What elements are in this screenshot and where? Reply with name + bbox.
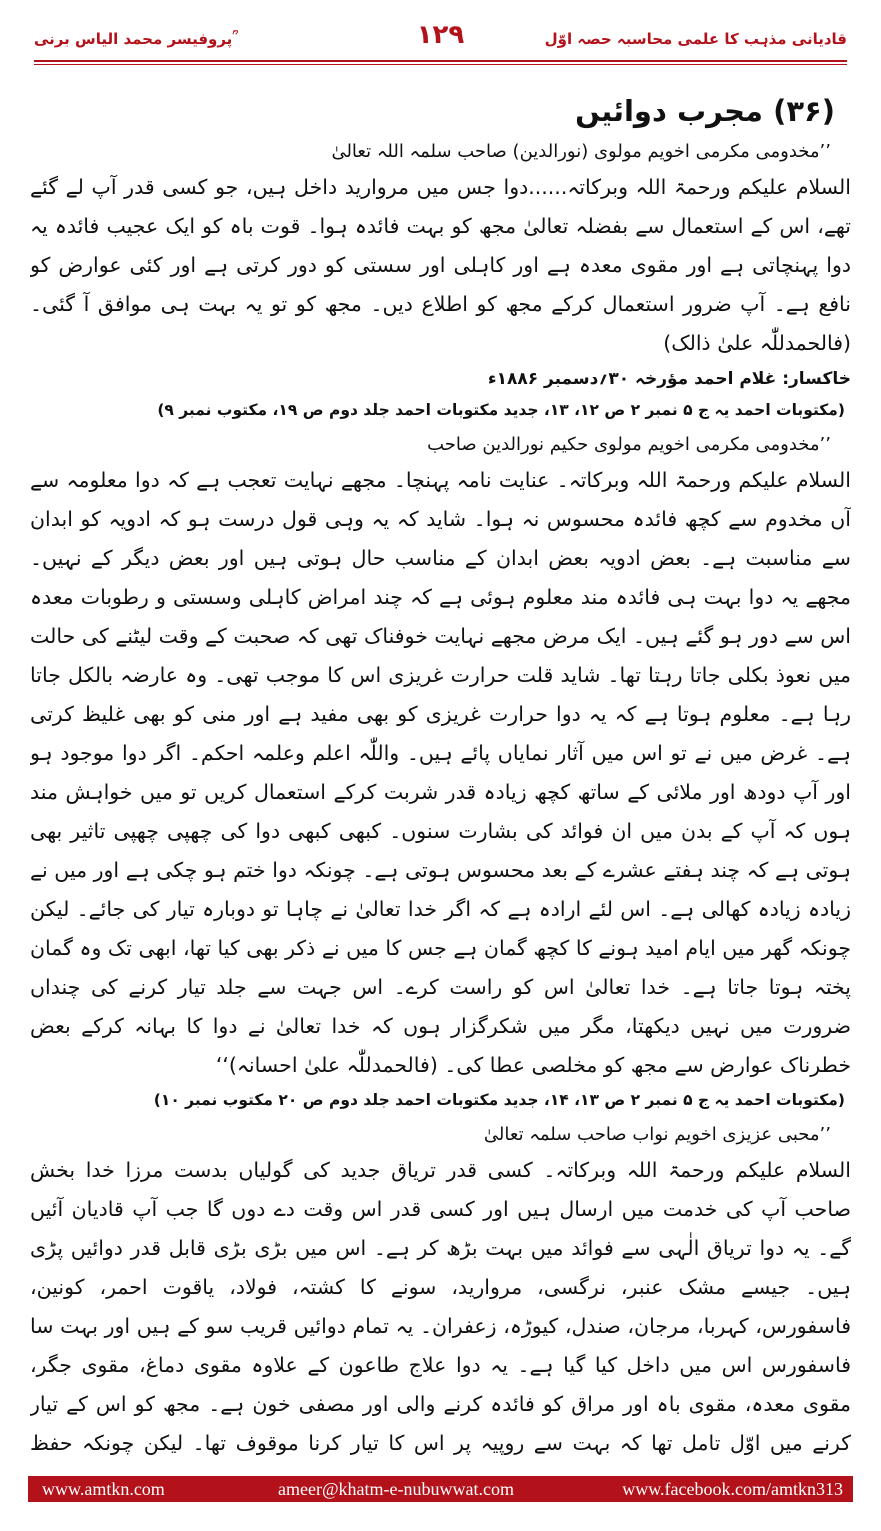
section-title: (۳۶) مجرب دوائیں — [575, 94, 835, 128]
header-book-title: قادیانی مذہب کا علمی محاسبہ حصہ اوّل — [544, 30, 847, 48]
page-footer — [28, 1476, 853, 1502]
letter-2-address: ’’مخدومی مکرمی اخویم مولوی حکیم نورالدین صاحب — [427, 434, 831, 455]
letter-3-body: السلام علیکم ورحمۃ اللہ وبرکاتہ۔ کسی قدر تریاق جدید کی گولیاں بدست مرزا خدا بخش صاحب آپ کی خدمت میں ارسال ہیں اور کسی قدر اس وقت دے دوں گا جب آپ قادیان آئیں گے۔ یہ دوا تریاق الٰہی سے فوائد میں بہت بڑھ کر ہے۔ اس میں بڑی بڑی قابل قدر دوائیں پڑی ہیں۔ جیسے مشک عنبر، نرگسی، مروارید، سونے کا کشتہ، فولاد، یاقوت احمر، کونین، فاسفورس، کہربا، مرجان، صندل، کیوڑہ، زعفران۔ یہ تمام دوائیں قریب سو کے ہیں اور بہت سا فاسفورس اس میں داخل کیا گیا ہے۔ یہ دوا علاج طاعون کے علاوہ مقوی دماغ، مقوی جگر، مقوی معدہ، مقوی باہ اور مراق کو فائدہ کرنے والی اور مصفی خون ہے۔ مجھ کو اس کے تیار کرنے میں اوّل تامل تھا کہ بہت سے روپیہ پر اس کا تیار کرنا موقوف تھا۔ لیکن چونکہ حفظ — [30, 1158, 851, 1455]
header-author: پروفیسر محمد الیاس برنی ؒ — [34, 30, 237, 48]
page-number: ۱۲۹ — [416, 20, 465, 50]
letter-2-body: السلام علیکم ورحمۃ اللہ وبرکاتہ۔ عنایت نامہ پہنچا۔ مجھے نہایت تعجب ہے کہ دوا معلومہ سے آں مخدوم سے کچھ فائدہ محسوس نہ ہوا۔ شاید کہ یہ وہی قول درست ہو کہ ادویہ کو ابدان سے مناسبت ہے۔ بعض ادویہ بعض ابدان کے مناسب حال ہوتی ہیں اور بعض دیگر کے نہیں۔ مجھے یہ دوا بہت ہی فائدہ مند معلوم ہوئی ہے کہ چند امراض کاہلی وسستی و رطوبات معدہ اس سے دور ہو گئے ہیں۔ ایک مرض مجھے نہایت خوفناک تھی کہ صحبت کے وقت لیٹنے کی حالت میں نعوذ بکلی جاتا رہتا تھا۔ شاید قلت حرارت غریزی اس کا موجب تھی۔ وہ عارضہ بالکل جاتا رہا ہے۔ معلوم ہوتا ہے کہ یہ دوا حرارت غریزی کو بھی مفید ہے اور منی کو بھی غلیظ کرتی ہے۔ غرض میں نے تو اس میں آثار نمایاں پائے ہیں۔ واللّٰہ اعلم وعلمہ احکم۔ اگر دوا موجود ہو اور آپ دودھ اور ملائی کے ساتھ کچھ زیادہ قدر شربت کرکے استعمال کریں تو میں خواہش مند ہوں کہ آپ کے بدن میں ان فوائد کی بشارت سنوں۔ کبھی کبھی دوا کی چھپی چھپی تاثیر بھی ہوتی ہے کہ چند ہفتے عشرے کے بعد محسوس ہوتی ہے۔ چونکہ دوا ختم ہو چکی ہے اور میں نے زیادہ زیادہ کھالی ہے۔ اس لئے ارادہ ہے کہ اگر خدا تعالیٰ نے چاہا تو دوبارہ تیار کی جائے۔ لیکن چونکہ گھر میں ایام امید ہونے کا کچھ گمان ہے جس کا میں نے ذکر بھی کیا تھا، ابھی تک وہ گمان پختہ ہوتا جاتا ہے۔ خدا تعالیٰ اس کو راست کرے۔ اس جہت سے جلد تیار کرنے کی چنداں ضرورت میں نہیں دیکھتا، مگر میں شکرگزار ہوں کہ خدا تعالیٰ نے دوا کا بہانہ کرکے بعض خطرناک عوارض سے مجھ کو مخلصی عطا کی۔ (فالحمدللّٰہ علیٰ احسانہ)‘‘ — [30, 468, 851, 1077]
header-divider — [34, 60, 847, 62]
letter-1-body: السلام علیکم ورحمۃ اللہ وبرکاتہ......دوا جس میں مروارید داخل ہیں، جو کسی قدر آپ لے گئے تھے، اس کے استعمال سے بفضلہ تعالیٰ مجھ کو بہت فائدہ ہوا۔ قوت باہ کو ایک عجیب فائدہ یہ دوا پہنچاتی ہے اور مقوی معدہ ہے اور کاہلی اور سستی کو دور کرتی ہے اور کئی عوارض کو نافع ہے۔ آپ ضرور استعمال کرکے مجھ کو اطلاع دیں۔ مجھ کو تو یہ بہت ہی موافق آ گئی۔ (فالحمدللّٰہ علیٰ ذالک) — [30, 175, 851, 355]
letter-1-signature: خاکسار: غلام احمد مؤرخہ ۳۰؍دسمبر ۱۸۸۶ء — [487, 369, 851, 389]
letter-1-reference: (مکتوبات احمد یہ ج ۵ نمبر ۲ ص ۱۲، ۱۳، جدید مکتوبات احمد جلد دوم ص ۱۹، مکتوب نمبر ۹) — [157, 401, 845, 419]
page-header — [0, 0, 881, 70]
letter-3-address: ’’محبی عزیزی اخویم نواب صاحب سلمہ تعالیٰ — [483, 1124, 831, 1145]
footer-facebook-link[interactable]: www.facebook.com/amtkn313 — [622, 1479, 843, 1499]
footer-website-link[interactable]: www.amtkn.com — [42, 1479, 165, 1499]
letter-1-address: ’’مخدومی مکرمی اخویم مولوی (نورالدین) صاحب سلمہ اللہ تعالیٰ — [331, 141, 831, 162]
letter-2-reference: (مکتوبات احمد یہ ج ۵ نمبر ۲ ص ۱۳، ۱۴، جدید مکتوبات احمد جلد دوم ص ۲۰ مکتوب نمبر ۱۰) — [153, 1091, 845, 1109]
header-divider-thin — [34, 64, 847, 65]
page-content — [30, 78, 851, 1463]
footer-email-link[interactable]: ameer@khatm-e-nubuwwat.com — [278, 1479, 514, 1499]
